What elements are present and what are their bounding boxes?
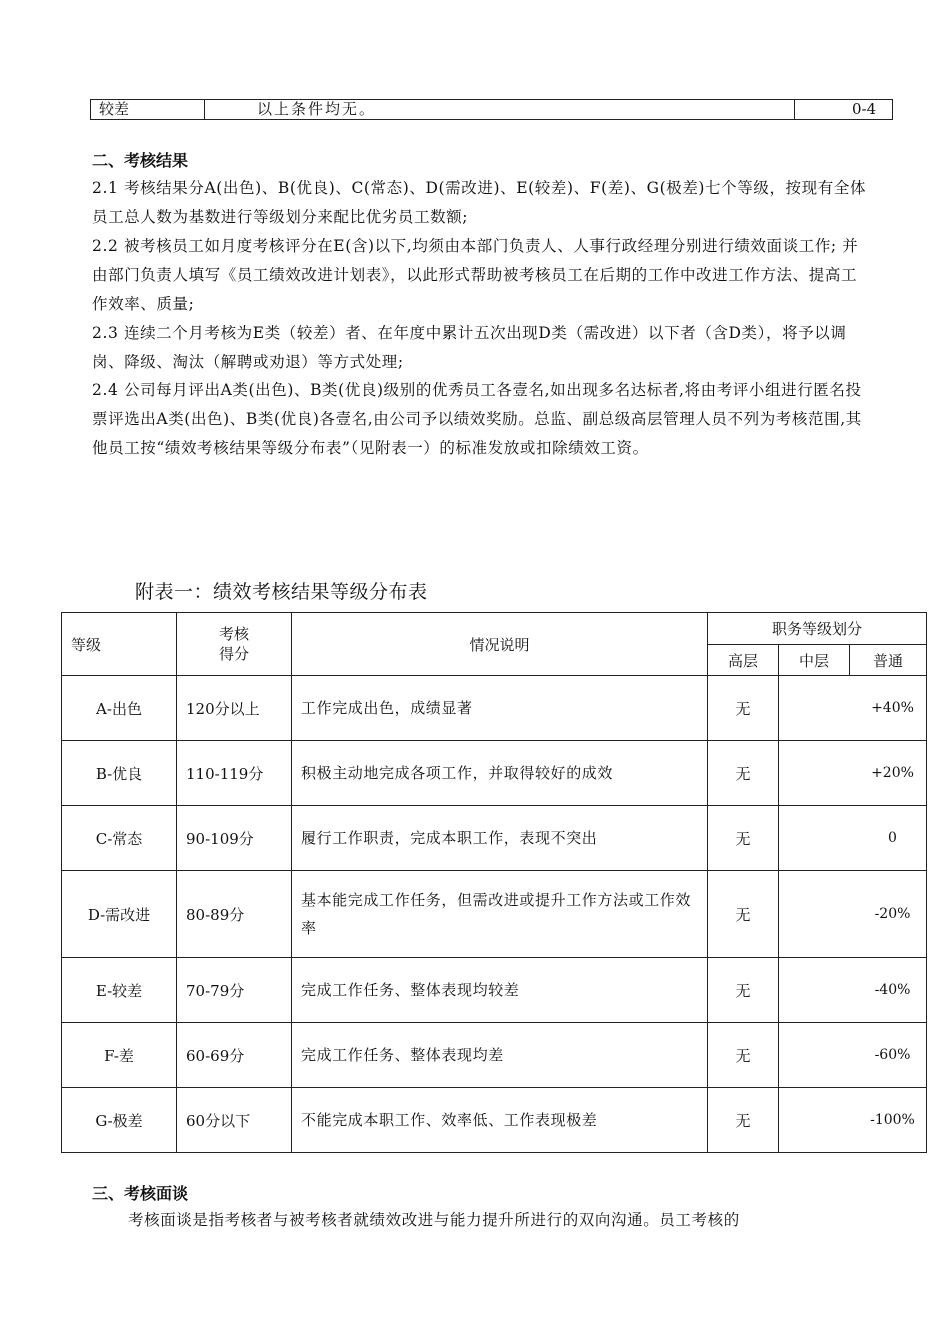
row-grade: C-常态: [62, 806, 177, 871]
row-score: 80-89分: [177, 871, 292, 958]
row-description: 完成工作任务、整体表现均较差: [292, 958, 708, 1023]
row-high: 无: [708, 806, 779, 871]
row-high: 无: [708, 741, 779, 806]
row-score: 90-109分: [177, 806, 292, 871]
row-grade: B-优良: [62, 741, 177, 806]
row-ratio: +20%: [779, 741, 927, 806]
row-grade: D-需改进: [62, 871, 177, 958]
header-grade: 等级: [62, 613, 177, 676]
interview-paragraph: 考核面谈是指考核者与被考核者就绩效改进与能力提升所进行的双向沟通。员工考核的: [128, 1211, 740, 1229]
row-high: 无: [708, 871, 779, 958]
header-score-line2: 得分: [218, 645, 249, 663]
row-high: 无: [708, 1088, 779, 1153]
results-paragraph-2: 2.2 被考核员工如月度考核评分在E(含)以下,均须由本部门负责人、人事行政经理分别进行绩效面谈工作; 并由部门负责人填写《员工绩效改进计划表》，以此形式帮助被考核员工在后期的工作中改进工作方法、提高工作效率、质量;: [92, 237, 859, 313]
row-ratio: -40%: [779, 958, 927, 1023]
header-normal: 普通: [850, 645, 927, 676]
section-title-results: 二、考核结果: [92, 151, 189, 170]
cell-divider: [794, 100, 795, 119]
criteria-grade-cell: 较差: [99, 100, 130, 118]
row-description: 积极主动地完成各项工作，并取得较好的成效: [292, 741, 708, 806]
table-row: [62, 958, 927, 1023]
header-description: 情况说明: [292, 613, 708, 676]
table-row: [62, 871, 927, 958]
row-ratio: -60%: [779, 1023, 927, 1088]
table-row: [62, 1088, 927, 1153]
row-ratio: -100%: [779, 1088, 927, 1153]
row-ratio: -20%: [779, 871, 927, 958]
table-row: [62, 1023, 927, 1088]
row-score: 60-69分: [177, 1023, 292, 1088]
row-score: 60分以下: [177, 1088, 292, 1153]
table-row: [62, 741, 927, 806]
row-ratio: +40%: [779, 676, 927, 741]
section-title-interview: 三、考核面谈: [92, 1184, 189, 1203]
results-paragraph-1: 2.1 考核结果分A(出色)、B(优良)、C(常态)、D(需改进)、E(较差)、F(差)、G(极差)七个等级，按现有全体员工总人数为基数进行等级划分来配比优劣员工数额;: [92, 179, 867, 226]
table-caption: 附表一：绩效考核结果等级分布表: [135, 581, 428, 603]
header-mid: 中层: [779, 645, 850, 676]
grade-distribution-table: [61, 612, 927, 1153]
row-grade: G-极差: [62, 1088, 177, 1153]
table-row: [62, 676, 927, 741]
criteria-condition-cell: 以上条件均无。: [257, 100, 377, 118]
table-header-row: [62, 613, 927, 645]
results-paragraph-3: 2.3 连续二个月考核为E类（较差）者、在年度中累计五次出现D类（需改进）以下者（含D类），将予以调岗、降级、淘汰（解聘或劝退）等方式处理;: [92, 324, 847, 371]
row-description: 工作完成出色，成绩显著: [292, 676, 708, 741]
header-score-line1: 考核: [218, 625, 249, 643]
header-score: [177, 613, 292, 676]
row-score: 70-79分: [177, 958, 292, 1023]
row-high: 无: [708, 958, 779, 1023]
row-grade: F-差: [62, 1023, 177, 1088]
row-description: 完成工作任务、整体表现均差: [292, 1023, 708, 1088]
header-level-group: 职务等级划分: [708, 613, 927, 645]
row-score: 110-119分: [177, 741, 292, 806]
row-description: 不能完成本职工作、效率低、工作表现极差: [292, 1088, 708, 1153]
row-high: 无: [708, 1023, 779, 1088]
row-score: 120分以上: [177, 676, 292, 741]
criteria-score-cell: 0-4: [852, 100, 877, 118]
row-grade: E-较差: [62, 958, 177, 1023]
results-paragraph-4: 2.4 公司每月评出A类(出色)、B类(优良)级别的优秀员工各壹名,如出现多名达标者,将由考评小组进行匿名投票评选出A类(出色)、B类(优良)各壹名,由公司予以绩效奖励。总监、副总级高层管理人员不列为考核范围,其他员工按“绩效考核结果等级分布表”（见附表一）的标准发放或扣除绩效工资。: [92, 381, 862, 457]
row-ratio: 0: [779, 806, 927, 871]
row-description: 基本能完成工作任务，但需改进或提升工作方法或工作效率: [292, 871, 708, 958]
row-grade: A-出色: [62, 676, 177, 741]
criteria-table-last-row: [90, 99, 893, 120]
cell-divider: [204, 100, 205, 119]
table-row: [62, 806, 927, 871]
row-high: 无: [708, 676, 779, 741]
header-high: 高层: [708, 645, 779, 676]
row-description: 履行工作职责，完成本职工作，表现不突出: [292, 806, 708, 871]
